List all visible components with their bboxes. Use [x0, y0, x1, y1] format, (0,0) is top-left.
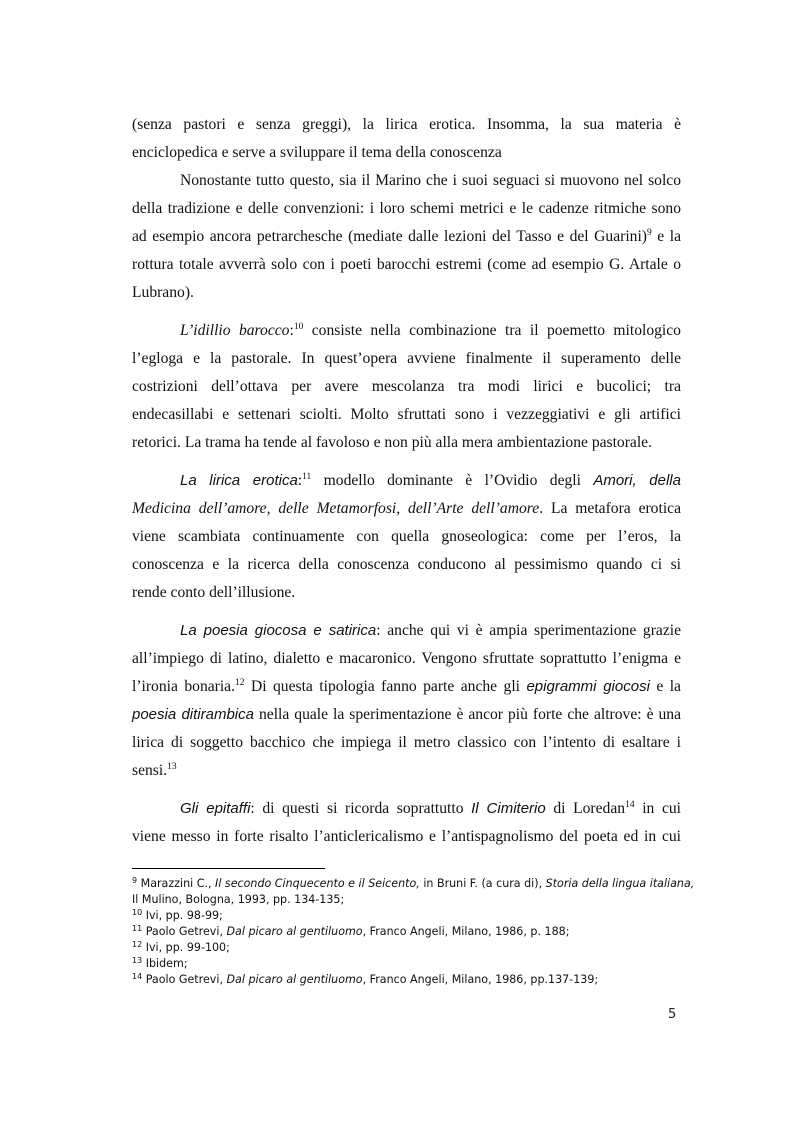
body-line: L’idillio barocco:$^{10}$ consiste nella combinazione tra il poemetto mitologico — [180, 322, 681, 339]
footnote-14: $^{14}$ Paolo Getrevi, Dal picaro al gentiluomo, Franco Angeli, Milano, 1986, pp.137-139; — [132, 972, 599, 986]
body-line: Medicina dell’amore, delle Metamorfosi, dell’Arte dell’amore. La metafora erotica — [132, 500, 681, 517]
body-line: retorici. La trama ha tende al favoloso e non più alla mera ambientazione pastorale. — [132, 434, 652, 451]
body-line: Gli epitaffi: di questi si ricorda soprattutto Il Cimiterio di Loredan$^{14}$ in cui — [180, 800, 681, 817]
body-line: costrizioni dell’ottava per avere mescolanza tra modi lirici e bucolici; tra — [132, 378, 681, 395]
section-title: La poesia giocosa e satirica — [180, 622, 377, 639]
body-line: conoscenza e la ricerca della conoscenza conducono al pessimismo quando ci si — [132, 556, 681, 573]
body-line: viene messo in forte risalto l’anticlericalismo e l’antispagnolismo del poeta ed in cui — [132, 828, 681, 845]
body-line: rottura totale avverrà solo con i poeti barocchi estremi (come ad esempio G. Artale o — [132, 256, 681, 273]
body-line: sensi.$^{13}$ — [132, 762, 177, 779]
footnote-ref: 10 — [293, 322, 304, 332]
body-line: l’egloga e la pastorale. In quest’opera avviene finalmente il superamento delle — [132, 350, 681, 367]
body-line: enciclopedica e serve a sviluppare il tema della conoscenza — [132, 144, 502, 161]
body-line: lirica di soggetto bacchico che impiega il metro classico con l’intento di esaltare i — [132, 734, 681, 751]
body-line: La lirica erotica:$^{11}$ modello dominante è l’Ovidio degli Amori, della — [180, 472, 681, 489]
section-title: L’idillio barocco — [180, 322, 290, 339]
footnote-9: $^9$ Marazzini C., Il secondo Cinquecento e il Seicento, in Bruni F. (a cura di), Storia della lingua italiana, — [132, 876, 695, 890]
footnote-ref: 13 — [167, 762, 177, 772]
body-line: all’impiego di latino, dialetto e macaronico. Vengono sfruttate soprattutto l’enigma e — [132, 650, 681, 667]
body-line: della tradizione e delle convenzioni: i loro schemi metrici e le cadenze ritmiche sono — [132, 200, 681, 217]
footnote-ref: 14 — [625, 800, 635, 810]
page-number: 5 — [668, 1007, 677, 1022]
footnote-separator — [132, 868, 325, 869]
footnote-12: $^{12}$ Ivi, pp. 99-100; — [132, 940, 230, 954]
body-line: endecasillabi e settenari sciolti. Molto sfruttati sono i vezzeggiativi e gli artifici — [132, 406, 681, 423]
section-title: Gli epitaffi — [180, 800, 251, 817]
footnote-ref: 11 — [302, 472, 312, 482]
section-title: La lirica erotica — [180, 472, 298, 489]
footnote-13: $^{13}$ Ibidem; — [132, 956, 188, 970]
body-line: Lubrano). — [132, 284, 194, 301]
footnote-9-cont: Il Mulino, Bologna, 1993, pp. 134-135; — [132, 893, 345, 906]
body-line: La poesia giocosa e satirica: anche qui vi è ampia sperimentazione grazie — [180, 622, 681, 639]
body-line: (senza pastori e senza greggi), la lirica erotica. Insomma, la sua materia è — [132, 116, 681, 133]
footnote-ref: 9 — [647, 228, 652, 238]
body-line: rende conto dell’illusione. — [132, 584, 296, 601]
footnote-10: $^{10}$ Ivi, pp. 98-99; — [132, 908, 223, 922]
body-line: viene scambiata continuamente con quella gnoseologica: come per l’eros, la — [132, 528, 681, 545]
footnote-11: $^{11}$ Paolo Getrevi, Dal picaro al gentiluomo, Franco Angeli, Milano, 1986, p. 188; — [132, 924, 570, 938]
body-line: Nonostante tutto questo, sia il Marino che i suoi seguaci si muovono nel solco — [180, 172, 681, 189]
footnote-ref: 12 — [235, 678, 245, 688]
body-line: ad esempio ancora petrarchesche (mediate dalle lezioni del Tasso e del Guarini)$^9$ e la — [132, 228, 681, 245]
body-line: poesia ditirambica nella quale la sperimentazione è ancor più forte che altrove: è una — [132, 706, 682, 723]
body-line: l’ironia bonaria.$^{12}$ Di questa tipologia fanno parte anche gli epigrammi giocosi e la — [132, 678, 681, 695]
